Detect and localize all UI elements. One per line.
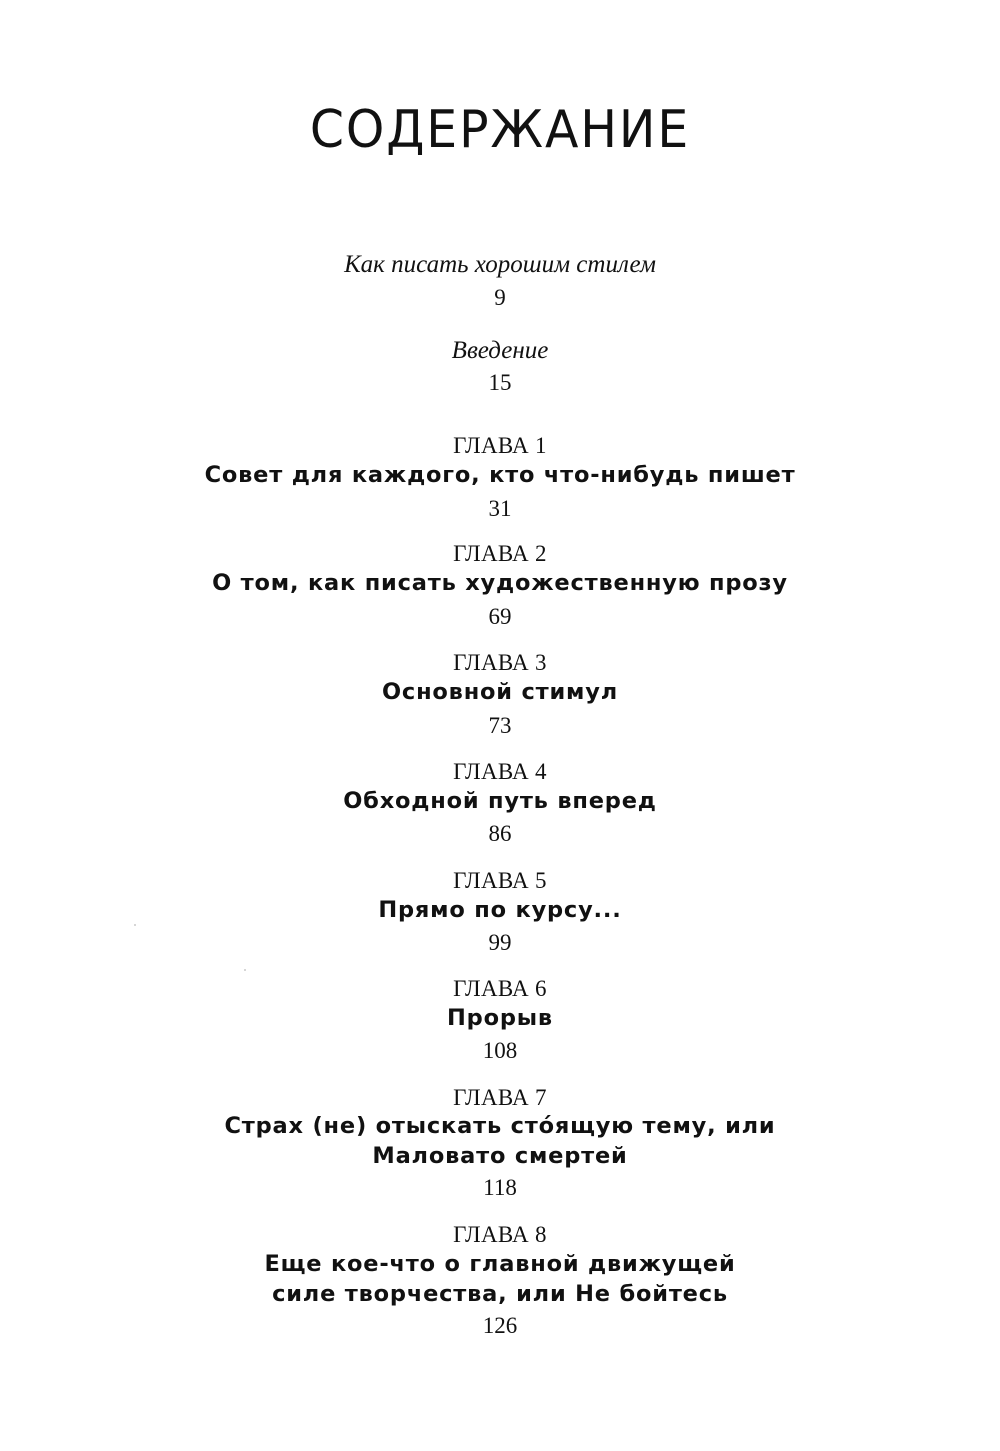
- scan-speck: [244, 969, 246, 971]
- chapter-label: ГЛАВА 2: [453, 541, 547, 566]
- chapter-page: 86: [488, 821, 512, 846]
- intro-entry-page: 15: [488, 370, 512, 395]
- chapter-page: 31: [488, 496, 512, 521]
- intro-entry-page: 9: [494, 285, 506, 310]
- chapter-title: Основной стимул: [382, 679, 618, 705]
- chapter-title: Совет для каждого, кто что-нибудь пишет: [204, 462, 796, 488]
- chapter-title: Прорыв: [447, 1005, 553, 1031]
- chapter-title: Прямо по курсу...: [378, 897, 622, 923]
- chapter-label: ГЛАВА 4: [453, 759, 547, 784]
- chapter-page: 126: [482, 1313, 518, 1338]
- page-title: СОДЕРЖАНИЕ: [309, 100, 691, 160]
- chapter-label: ГЛАВА 7: [453, 1085, 547, 1110]
- chapter-title: Обходной путь вперед: [343, 788, 657, 814]
- chapter-page: 118: [483, 1175, 517, 1200]
- chapter-title: Страх (не) отыскать сто́ящую тему, или: [224, 1113, 776, 1139]
- chapter-title: Маловато смертей: [372, 1143, 628, 1169]
- intro-entry-title: Как писать хорошим стилем: [344, 251, 656, 278]
- chapter-label: ГЛАВА 8: [453, 1222, 547, 1247]
- chapter-page: 69: [488, 604, 512, 629]
- chapter-label: ГЛАВА 3: [453, 650, 547, 675]
- chapter-title: О том, как писать художественную прозу: [212, 570, 788, 596]
- chapter-page: 108: [482, 1038, 518, 1063]
- intro-entry-title: Введение: [451, 337, 549, 364]
- chapter-title: Еще кое-что о главной движущей: [264, 1251, 736, 1277]
- chapter-page: 99: [488, 930, 512, 955]
- chapter-label: ГЛАВА 1: [453, 433, 547, 458]
- chapter-title: силе творчества, или Не бойтесь: [272, 1281, 728, 1307]
- chapter-label: ГЛАВА 6: [453, 976, 547, 1001]
- chapter-page: 73: [488, 713, 512, 738]
- scan-speck: [134, 924, 136, 926]
- chapter-label: ГЛАВА 5: [453, 868, 547, 893]
